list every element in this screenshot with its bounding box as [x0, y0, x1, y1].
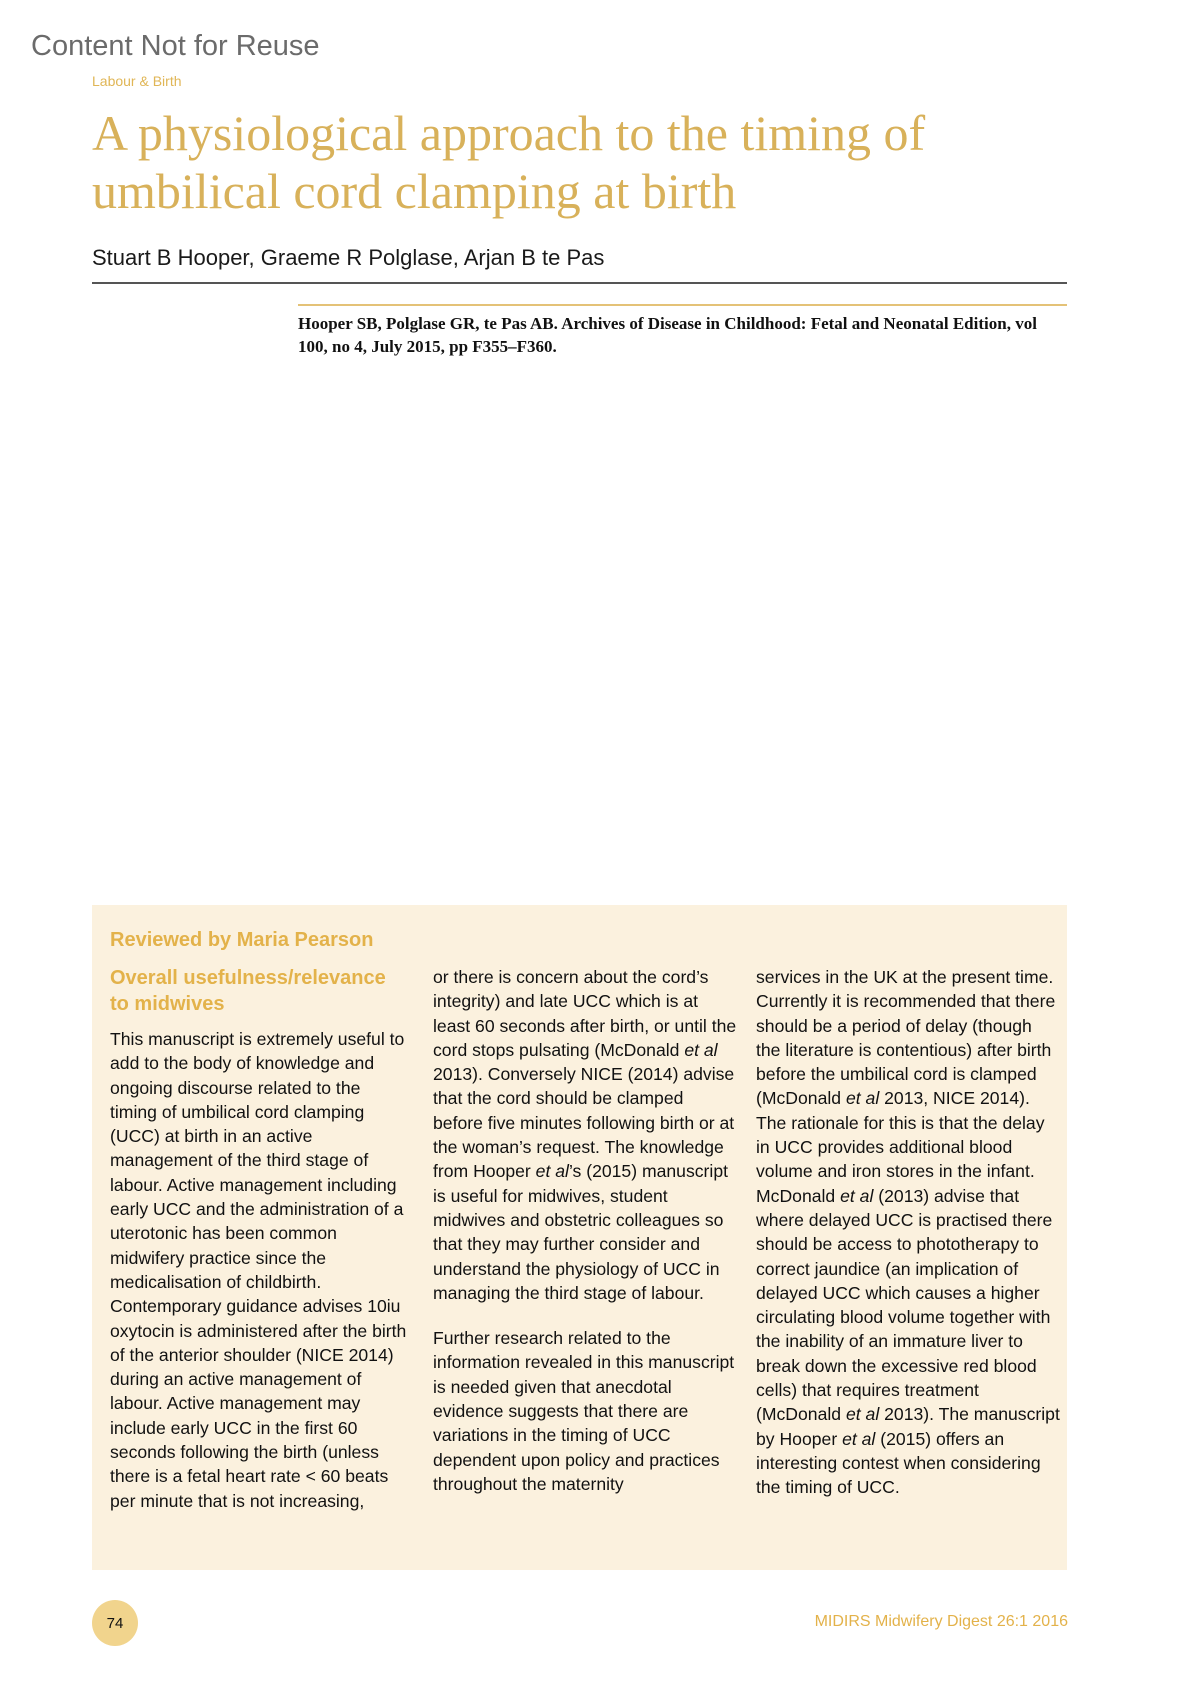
review-box: [92, 905, 1067, 1570]
journal-footer: MIDIRS Midwifery Digest 26:1 2016: [814, 1613, 1068, 1630]
et-al-italic: et al: [684, 1039, 718, 1060]
review-column-1: [110, 965, 410, 1513]
review-paragraph-2: [433, 965, 738, 1305]
section-label: Labour & Birth: [92, 73, 182, 89]
et-al-italic: et al: [845, 1404, 880, 1425]
page-number: 74: [106, 1614, 124, 1632]
text-run: (2013) advise that where delayed UCC is practised there should be access to phototherapy to correct jaundice (an implication of delayed UCC which causes a higher circulating blood volume together with the inability of an immature liver to break down the excessive red blood cells) that requires treatment (McDonald: [756, 1185, 1053, 1425]
review-paragraph-3: Further research related to the information revealed in this manuscript is needed given that anecdotal evidence suggests that there are variations in the timing of UCC dependent upon policy and practices throughout the maternity: [433, 1328, 735, 1494]
review-column-3: [756, 965, 1061, 1500]
text-run: 2013). Conversely NICE (2014) advise that the cord should be clamped before five minutes following birth or at the woman’s request. The knowledge from Hooper: [433, 1064, 735, 1182]
review-subheading: Overall usefulness/relevance to midwives: [110, 967, 386, 1015]
text-run: (2015) offers an interesting contest when considering the timing of UCC.: [756, 1428, 1041, 1498]
authors: Stuart B Hooper, Graeme R Polglase, Arjan B te Pas: [92, 245, 605, 270]
text-run: 2013). The manuscript by Hooper: [756, 1404, 1060, 1449]
et-al-italic: et al: [845, 1088, 880, 1109]
et-al-italic: et al: [535, 1161, 569, 1182]
watermark: Content Not for Reuse: [31, 30, 320, 62]
text-run: 2013, NICE 2014). The rationale for this is that the delay in UCC provides additional blood volume and iron stores in the infant. McDonald: [756, 1088, 1045, 1206]
review-paragraph-4: [756, 965, 1061, 1500]
et-al-italic: et al: [840, 1185, 874, 1206]
review-paragraph-1: This manuscript is extremely useful to add to the body of knowledge and ongoing discourse related to the timing of umbilical cord clamping (UCC) at birth in an active management of the third stage of labour. Active management including early UCC and the administration of a uterotonic has been common midwifery practice since the medicalisation of childbirth. Contemporary guidance advises 10iu oxytocin is administered after the birth of the anterior shoulder (NICE 2014) during an active management of labour. Active management may include early UCC in the first 60 seconds following the birth (unless there is a fetal heart rate < 60 beats per minute that is not increasing,: [110, 1029, 407, 1511]
review-column-2: [433, 965, 738, 1496]
article-title: A physiological approach to the timing of umbilical cord clamping at birth: [92, 105, 926, 219]
et-al-italic: et al: [842, 1428, 876, 1449]
reviewer-name: Reviewed by Maria Pearson: [110, 929, 374, 951]
title-divider: [92, 282, 1067, 284]
text-run: or there is concern about the cord’s integrity) and late UCC which is at least 60 seconds after birth, or until the cord stops pulsating (McDonald: [433, 967, 737, 1060]
text-run: services in the UK at the present time. Currently it is recommended that there should be a period of delay (though the literature is contentious) after birth before the umbilical cord is clamped (McDonald: [756, 967, 1056, 1109]
text-run: ’s (2015) manuscript is useful for midwives, student midwives and obstetric colleagues so that they may further consider and understand the physiology of UCC in managing the third stage of labour.: [433, 1161, 729, 1303]
citation: Hooper SB, Polglase GR, te Pas AB. Archives of Disease in Childhood: Fetal and Neonatal Edition, vol 100, no 4, July 2015, pp F355–F360.: [298, 314, 1037, 356]
citation-divider: [298, 304, 1067, 306]
page-number-badge: [92, 1600, 138, 1646]
